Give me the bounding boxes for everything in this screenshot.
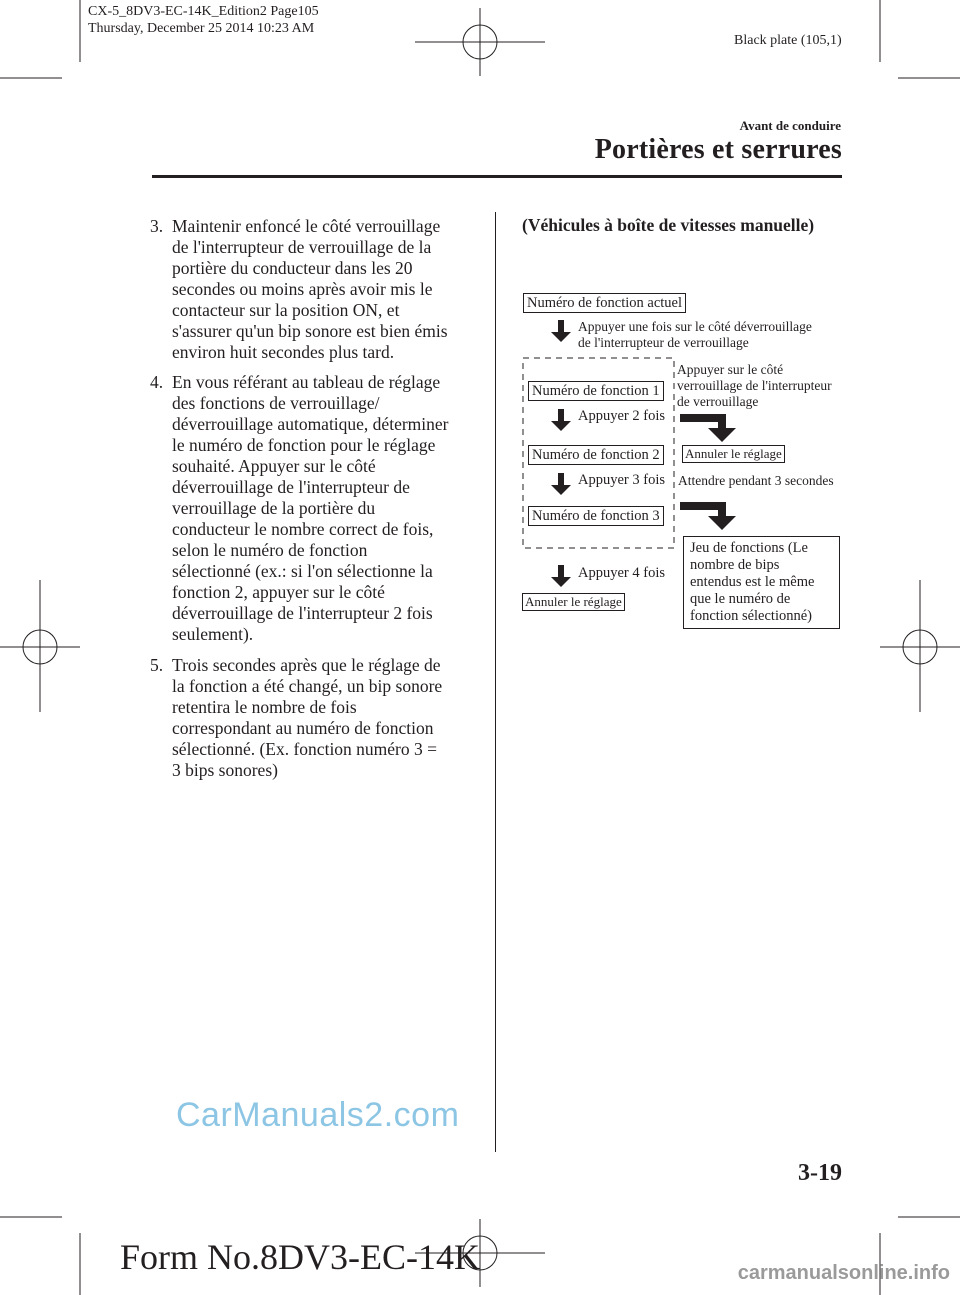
down-arrow-icon (549, 409, 573, 431)
section-label: Avant de conduire (739, 118, 841, 133)
function-2-box: Numéro de fonction 2 (528, 445, 664, 465)
step-number: 3. (150, 216, 164, 236)
down-arrow-icon (549, 473, 573, 495)
down-arrow-icon (549, 320, 573, 342)
step-text: Maintenir enfoncé le côté verrouillage de l'interrupteur de verrouillage de la portière du conducteur dans les 20 secondes ou moins après avoir mis le contacteur sur la position ON, et s'assurer qu'un bip sonore est bien émis environ huit secondes plus tard. (172, 216, 448, 362)
footer-site: carmanualsonline.info (737, 1262, 950, 1284)
form-number: Form No.8DV3-EC-14K (120, 1237, 480, 1277)
plate-file-line: CX-5_8DV3-EC-14K_Edition2 Page105 (88, 4, 319, 19)
down-arrow-icon (549, 565, 573, 587)
result-box: Jeu de fonctions (Le nombre de bips entendus est le même que le numéro de fonction sélectionné) (683, 536, 840, 629)
watermark-logo: CarManuals2.com (176, 1096, 460, 1134)
right-turn-arrow-icon (680, 502, 742, 532)
press-2-label: Appuyer 2 fois (578, 408, 665, 424)
plate-date-line: Thursday, December 25 2014 10:23 AM (88, 21, 315, 36)
cancel-setting-box-right: Annuler le réglage (682, 445, 785, 463)
press-4-label: Appuyer 4 fois (578, 565, 665, 581)
black-plate-label: Black plate (105,1) (734, 33, 842, 48)
current-function-box: Numéro de fonction actuel (523, 293, 686, 313)
cancel-setting-box-left: Annuler le réglage (522, 593, 625, 611)
step-text: En vous référant au tableau de réglage des fonctions de verrouillage/ déverrouillage automatique, déterminer le numéro de fonction pour le réglage souhaité. Appuyer sur le côté déverrouillage de l'interrupteur de verrouillage de la portière du conducteur le nombre correct de fois, selon le numéro de fonction sélectionné (ex.: si l'on sélectionne la fonction 2, appuyer sur le côté déverrouillage de l'interrupteur 2 fois seulement). (172, 372, 449, 644)
page-title: Portières et serrures (594, 134, 842, 165)
function-3-box: Numéro de fonction 3 (528, 506, 664, 526)
wait-note: Attendre pendant 3 secondes (678, 473, 834, 488)
step-number: 4. (150, 372, 164, 392)
diagram-heading: (Véhicules à boîte de vitesses manuelle) (522, 215, 815, 235)
step-text: Trois secondes après que le réglage de la fonction a été changé, un bip sonore retentira le nombre de fois correspondant au numéro de fonction sélectionné. (Ex. fonction numéro 3 = 3 bips sonores) (172, 655, 443, 780)
press-lock-note: Appuyer sur le côté verrouillage de l'interrupteur de verrouillage (677, 362, 832, 409)
function-1-box: Numéro de fonction 1 (528, 381, 664, 401)
right-turn-arrow-icon (680, 414, 742, 444)
page-number: 3-19 (798, 1160, 842, 1186)
press-3-label: Appuyer 3 fois (578, 472, 665, 488)
press-once-note: Appuyer une fois sur le côté déverrouillage de l'interrupteur de verrouillage (578, 319, 812, 350)
step-number: 5. (150, 655, 164, 675)
